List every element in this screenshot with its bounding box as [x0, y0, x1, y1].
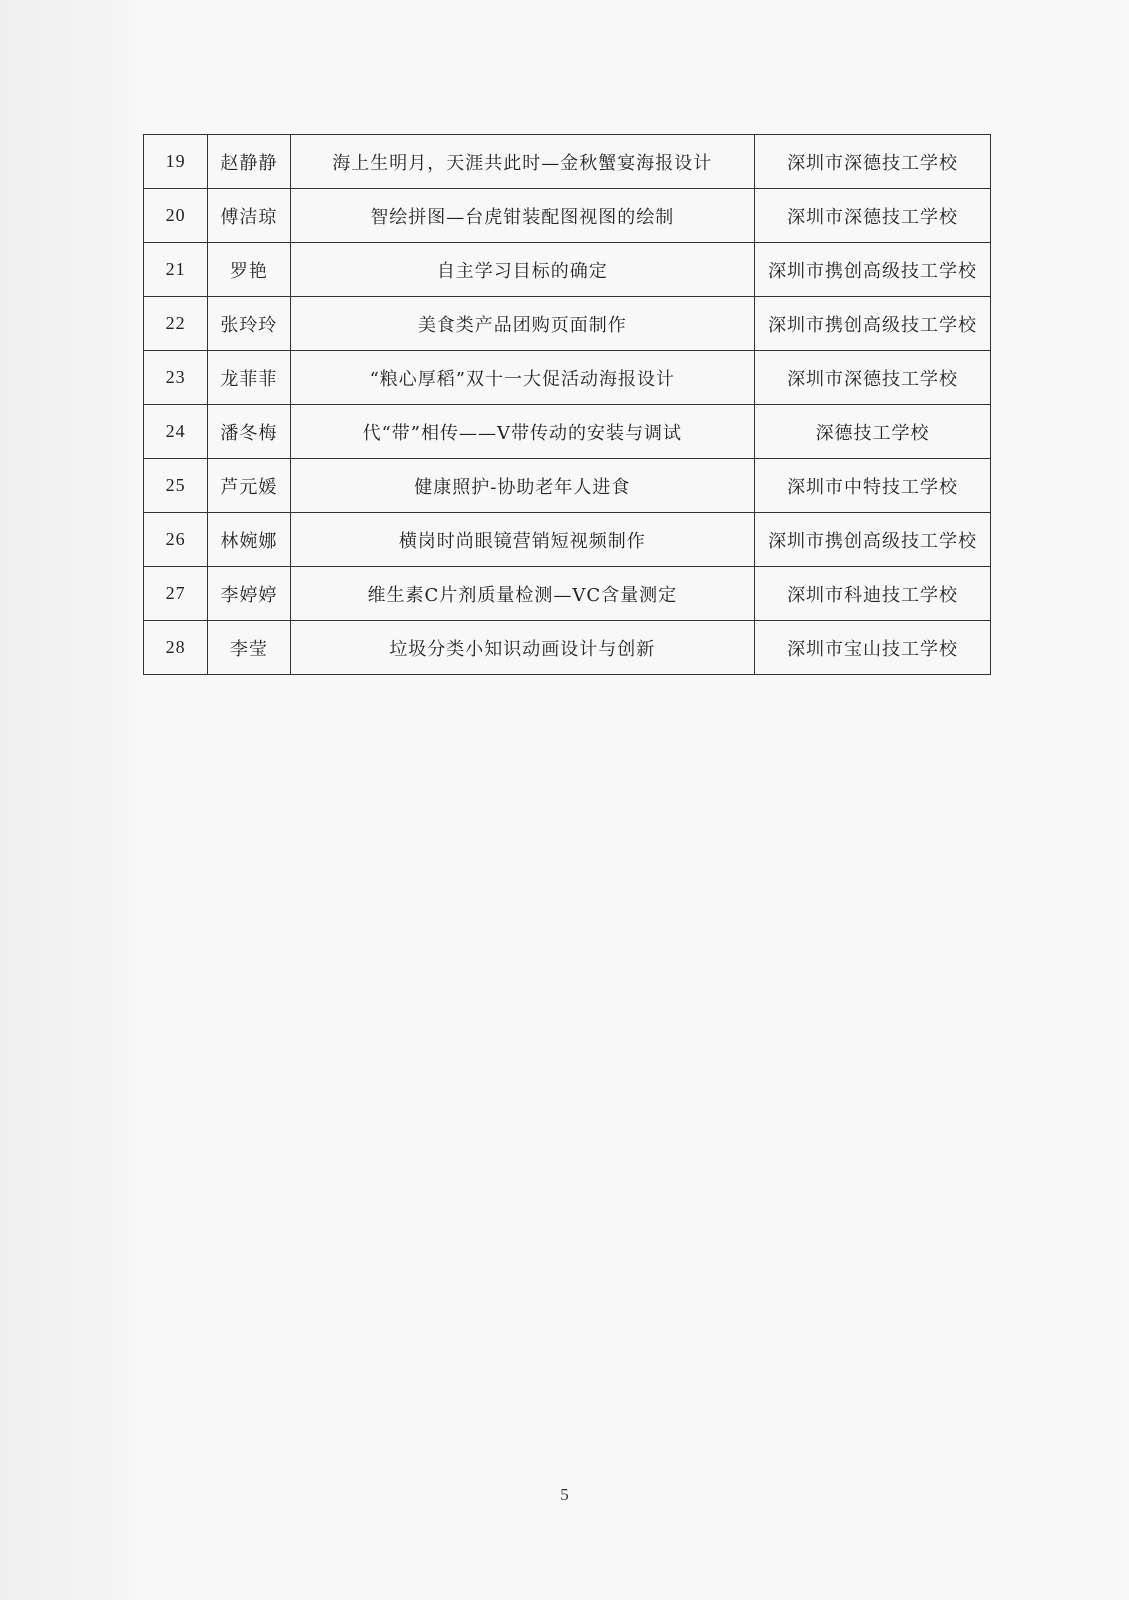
school-cell: 深圳市宝山技工学校	[755, 621, 991, 675]
school-cell: 深圳市携创高级技工学校	[755, 243, 991, 297]
name-cell: 芦元媛	[208, 459, 290, 513]
row-number-cell: 27	[144, 567, 208, 621]
name-cell: 龙菲菲	[208, 351, 290, 405]
table-row	[144, 621, 991, 675]
school-cell: 深圳市深德技工学校	[755, 351, 991, 405]
table-row	[144, 243, 991, 297]
school-cell: 深圳市携创高级技工学校	[755, 297, 991, 351]
table-row	[144, 297, 991, 351]
row-number-cell: 28	[144, 621, 208, 675]
row-number-cell: 22	[144, 297, 208, 351]
table-row	[144, 135, 991, 189]
title-cell: 海上生明月，天涯共此时—金秋蟹宴海报设计	[290, 135, 755, 189]
row-number-cell: 21	[144, 243, 208, 297]
name-cell: 罗艳	[208, 243, 290, 297]
table-row	[144, 189, 991, 243]
table-row	[144, 567, 991, 621]
name-cell: 林婉娜	[208, 513, 290, 567]
name-cell: 张玲玲	[208, 297, 290, 351]
name-cell: 李婷婷	[208, 567, 290, 621]
row-number-cell: 26	[144, 513, 208, 567]
school-cell: 深圳市科迪技工学校	[755, 567, 991, 621]
award-table	[143, 134, 991, 675]
table-row	[144, 513, 991, 567]
title-cell: 智绘拼图—台虎钳装配图视图的绘制	[290, 189, 755, 243]
title-cell: 垃圾分类小知识动画设计与创新	[290, 621, 755, 675]
school-cell: 深圳市深德技工学校	[755, 135, 991, 189]
title-cell: 自主学习目标的确定	[290, 243, 755, 297]
name-cell: 傅洁琼	[208, 189, 290, 243]
title-cell: 健康照护-协助老年人进食	[290, 459, 755, 513]
name-cell: 李莹	[208, 621, 290, 675]
title-cell: 横岗时尚眼镜营销短视频制作	[290, 513, 755, 567]
row-number-cell: 20	[144, 189, 208, 243]
table-row	[144, 405, 991, 459]
page-number: 5	[560, 1485, 569, 1504]
school-cell: 深圳市携创高级技工学校	[755, 513, 991, 567]
title-cell: “粮心厚稻”双十一大促活动海报设计	[290, 351, 755, 405]
row-number-cell: 25	[144, 459, 208, 513]
table-row	[144, 351, 991, 405]
school-cell: 深圳市深德技工学校	[755, 189, 991, 243]
name-cell: 潘冬梅	[208, 405, 290, 459]
row-number-cell: 19	[144, 135, 208, 189]
title-cell: 美食类产品团购页面制作	[290, 297, 755, 351]
row-number-cell: 23	[144, 351, 208, 405]
name-cell: 赵静静	[208, 135, 290, 189]
row-number-cell: 24	[144, 405, 208, 459]
title-cell: 维生素C片剂质量检测—VC含量测定	[290, 567, 755, 621]
title-cell: 代“带”相传——V带传动的安装与调试	[290, 405, 755, 459]
school-cell: 深德技工学校	[755, 405, 991, 459]
table-row	[144, 459, 991, 513]
table-body	[144, 135, 991, 675]
school-cell: 深圳市中特技工学校	[755, 459, 991, 513]
